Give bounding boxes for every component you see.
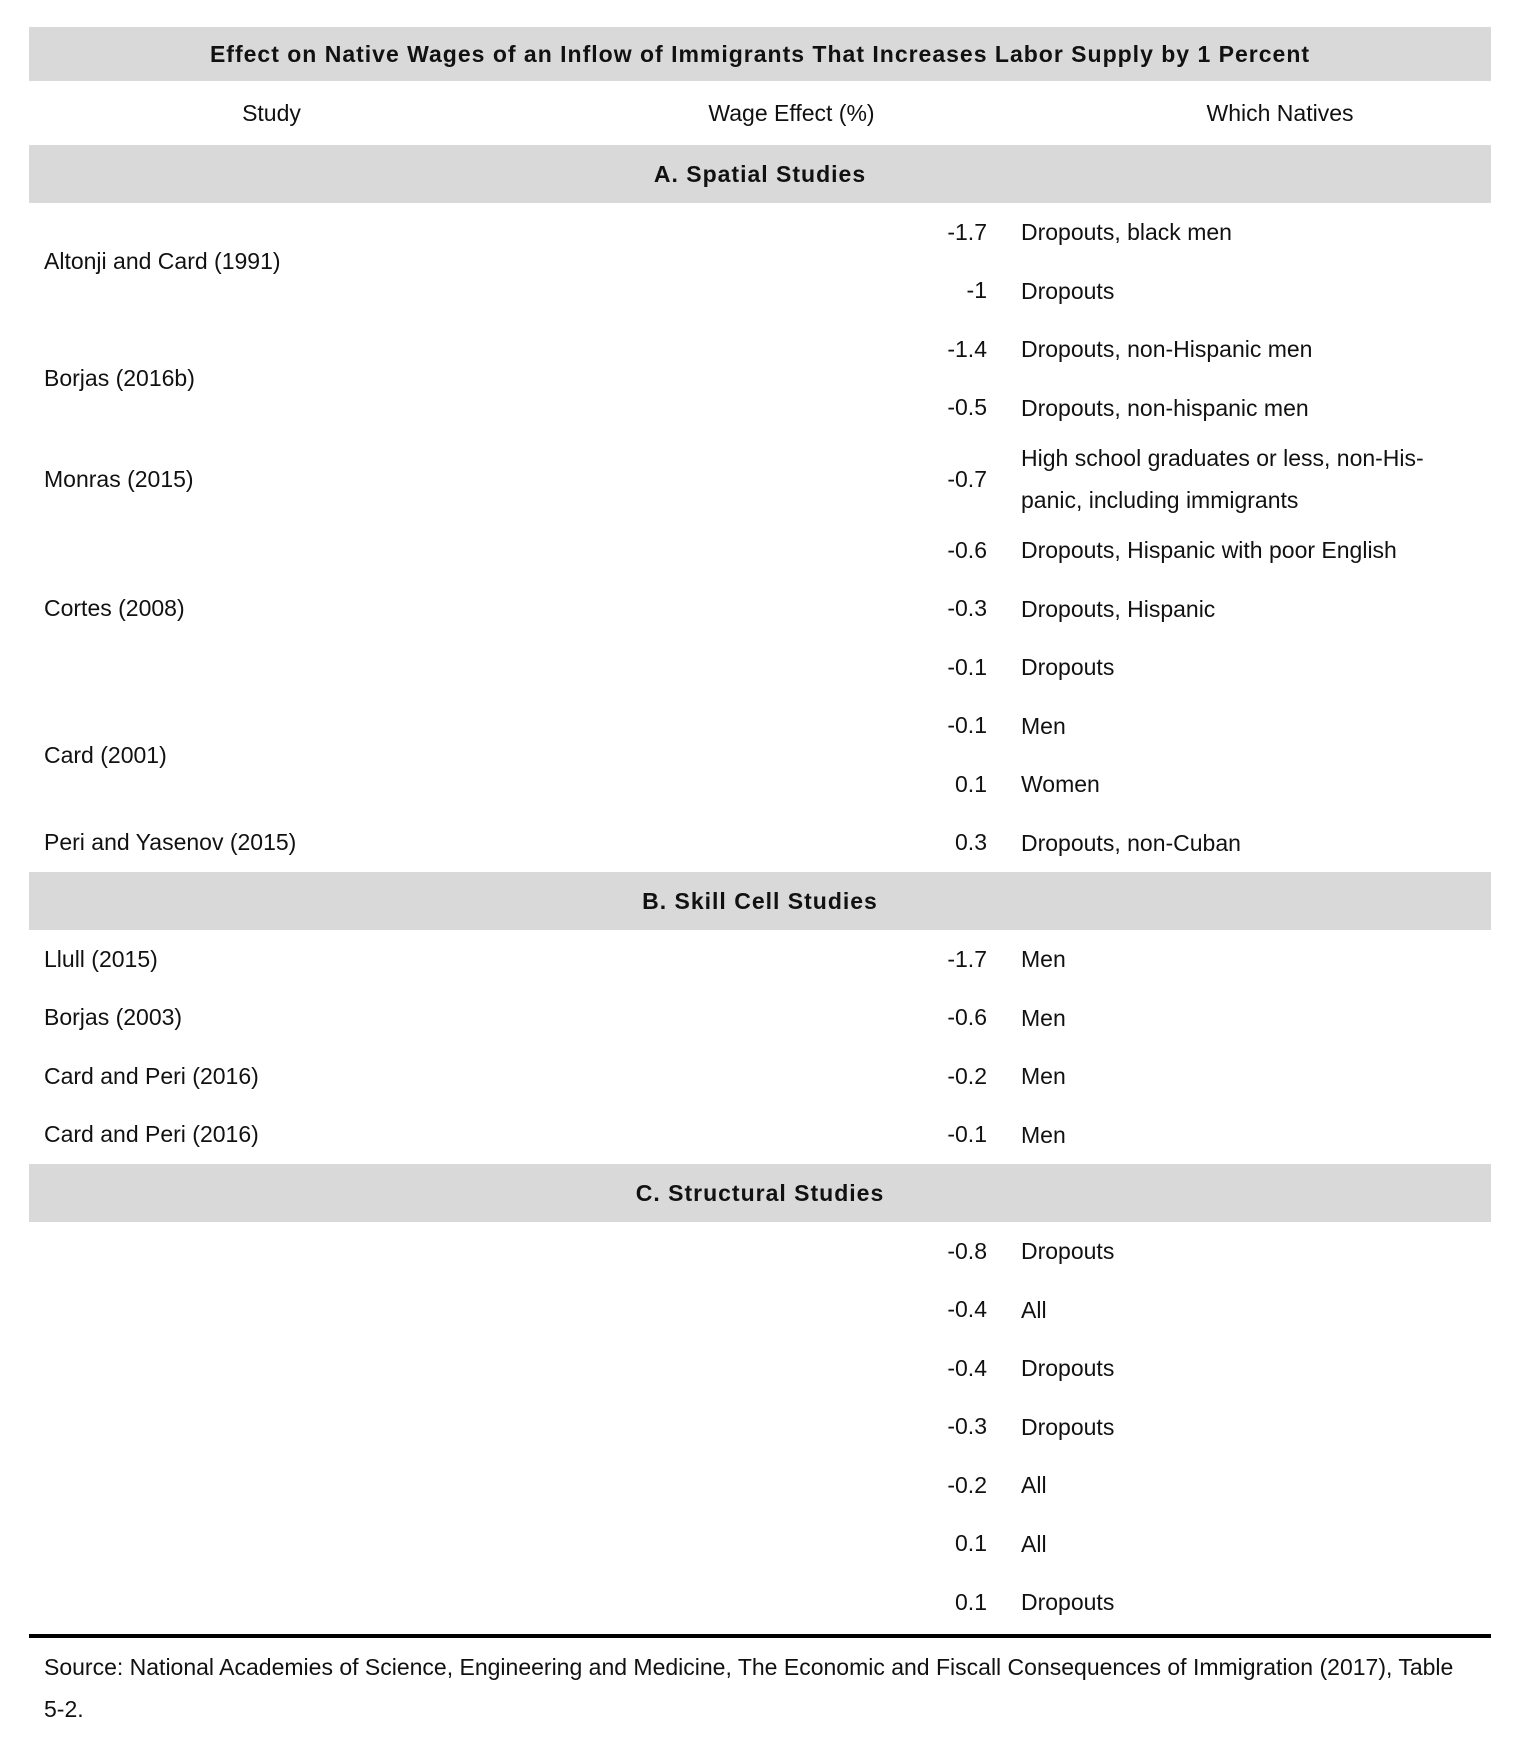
which-natives: Men bbox=[1021, 1004, 1066, 1031]
column-header-which-natives: Which Natives bbox=[1206, 99, 1354, 126]
which-natives: Dropouts, non-Hispanic men bbox=[1021, 336, 1313, 363]
which-natives: Dropouts, Hispanic bbox=[1021, 595, 1216, 622]
wage-effect-value: -0.3 bbox=[947, 1413, 987, 1440]
study-name: Card and Peri (2016) bbox=[44, 1062, 259, 1089]
which-natives: Dropouts, Hispanic with poor English bbox=[1021, 537, 1397, 564]
table-row bbox=[929, 1106, 1491, 1165]
table-row bbox=[929, 1398, 1491, 1457]
which-natives: Men bbox=[1021, 946, 1066, 973]
wage-effect-value: -0.6 bbox=[947, 536, 987, 563]
wage-effect-value: -1 bbox=[966, 277, 987, 304]
table-row bbox=[929, 1573, 1491, 1632]
wage-effect-value: -0.4 bbox=[947, 1354, 987, 1381]
wage-effect-value: -1.7 bbox=[947, 945, 987, 972]
wage-effect-value: -0.1 bbox=[947, 712, 987, 739]
study-name: Cortes (2008) bbox=[44, 595, 185, 622]
wage-effect-value: 0.1 bbox=[955, 1530, 987, 1557]
study-name bbox=[29, 1222, 929, 1632]
table-row bbox=[929, 580, 1491, 639]
study-group bbox=[29, 437, 1491, 521]
study-group bbox=[29, 203, 1491, 320]
study-group bbox=[29, 989, 1491, 1048]
study-name: Card (2001) bbox=[44, 741, 167, 768]
study-group bbox=[29, 1106, 1491, 1165]
which-natives: Dropouts bbox=[1021, 1238, 1115, 1265]
which-natives: Dropouts, non-hispanic men bbox=[1021, 394, 1309, 421]
wage-effect-value: -0.2 bbox=[947, 1062, 987, 1089]
table-row bbox=[929, 697, 1491, 756]
table-row bbox=[929, 203, 1491, 262]
which-natives: All bbox=[1021, 1296, 1047, 1323]
study-group bbox=[29, 1047, 1491, 1106]
which-natives: Dropouts bbox=[1021, 1355, 1115, 1382]
wage-effect-value: -0.1 bbox=[947, 653, 987, 680]
source-note: Source: National Academies of Science, Engineering and Medicine, The Economic and Fiscall Consequences of Immigration (2017), Table 5-2. bbox=[44, 1653, 1454, 1722]
which-natives: Men bbox=[1021, 1121, 1066, 1148]
study-name: Monras (2015) bbox=[44, 465, 194, 492]
table-row bbox=[929, 262, 1491, 321]
study-group bbox=[29, 814, 1491, 873]
table-row bbox=[929, 1047, 1491, 1106]
table-row bbox=[929, 521, 1491, 580]
which-natives: Dropouts bbox=[1021, 1413, 1115, 1440]
table-row bbox=[929, 755, 1491, 814]
which-natives: Dropouts, non-Cuban bbox=[1021, 829, 1241, 856]
column-header-study: Study bbox=[242, 99, 301, 126]
study-name: Altonji and Card (1991) bbox=[44, 248, 281, 274]
wage-effect-value: -0.6 bbox=[947, 1004, 987, 1031]
which-natives: All bbox=[1021, 1472, 1047, 1499]
wage-effect-value: -0.2 bbox=[947, 1471, 987, 1498]
table-row bbox=[929, 638, 1491, 697]
study-name: Peri and Yasenov (2015) bbox=[44, 829, 297, 856]
table-row bbox=[929, 1281, 1491, 1340]
wage-effect-value: -0.8 bbox=[947, 1237, 987, 1264]
section-header: B. Skill Cell Studies bbox=[29, 872, 1491, 930]
which-natives: Men bbox=[1021, 712, 1066, 739]
wage-effect-value: -0.5 bbox=[947, 394, 987, 421]
table-row bbox=[929, 437, 1491, 521]
study-name: Borjas (2016b) bbox=[44, 365, 195, 391]
table-row bbox=[929, 320, 1491, 379]
section-header: A. Spatial Studies bbox=[29, 145, 1491, 203]
section-header: C. Structural Studies bbox=[29, 1164, 1491, 1222]
study-name: Llull (2015) bbox=[44, 945, 158, 972]
wage-effect-value: 0.3 bbox=[955, 829, 987, 856]
column-header-wage-effect: Wage Effect (%) bbox=[708, 99, 875, 126]
study-group bbox=[29, 930, 1491, 989]
wage-effect-value: -0.3 bbox=[947, 595, 987, 622]
which-natives: Men bbox=[1021, 1063, 1066, 1090]
table-row bbox=[929, 379, 1491, 438]
which-natives: Dropouts bbox=[1021, 277, 1115, 304]
study-group bbox=[29, 320, 1491, 437]
study-name: Borjas (2003) bbox=[44, 1004, 183, 1031]
which-natives: High school graduates or less, non-His- panic, including immigrants bbox=[1021, 445, 1424, 513]
table-body bbox=[29, 145, 1491, 1632]
which-natives: All bbox=[1021, 1530, 1047, 1557]
study-name: Card and Peri (2016) bbox=[44, 1121, 259, 1148]
wage-effects-table bbox=[29, 27, 1491, 1730]
wage-effect-value: -0.4 bbox=[947, 1296, 987, 1323]
which-natives: Women bbox=[1021, 771, 1100, 798]
wage-effect-value: 0.1 bbox=[955, 1588, 987, 1615]
which-natives: Dropouts, black men bbox=[1021, 219, 1232, 246]
wage-effect-value: -0.1 bbox=[947, 1121, 987, 1148]
study-group bbox=[29, 697, 1491, 814]
table-row bbox=[929, 1339, 1491, 1398]
table-row bbox=[929, 1222, 1491, 1281]
study-group bbox=[29, 521, 1491, 697]
which-natives: Dropouts bbox=[1021, 1589, 1115, 1616]
wage-effect-value: -1.7 bbox=[947, 218, 987, 245]
table-row bbox=[929, 989, 1491, 1048]
which-natives: Dropouts bbox=[1021, 654, 1115, 681]
study-group bbox=[29, 1222, 1491, 1632]
column-headers bbox=[29, 81, 1491, 145]
table-row bbox=[929, 1456, 1491, 1515]
wage-effect-value: -1.4 bbox=[947, 335, 987, 362]
wage-effect-value: -0.7 bbox=[947, 465, 987, 492]
table-row bbox=[929, 1515, 1491, 1574]
wage-effect-value: 0.1 bbox=[955, 770, 987, 797]
table-row bbox=[929, 930, 1491, 989]
table-row bbox=[929, 814, 1491, 873]
table-title: Effect on Native Wages of an Inflow of Immigrants That Increases Labor Supply by 1 Percent bbox=[29, 27, 1491, 81]
